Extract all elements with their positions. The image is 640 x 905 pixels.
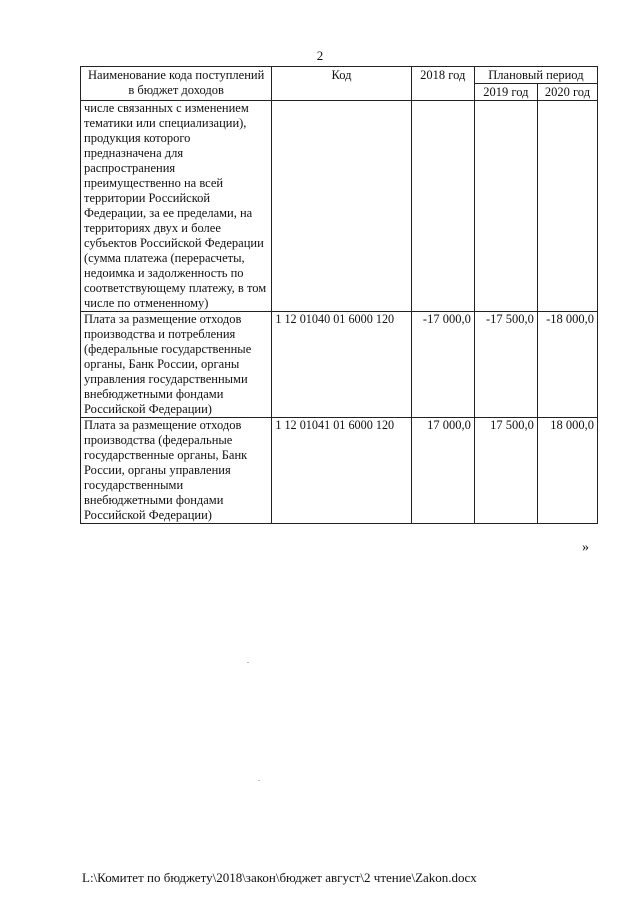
closing-quote-mark: » [582, 540, 589, 555]
row-code [272, 101, 411, 312]
scan-speck [258, 780, 260, 781]
row-value-2019: 17 500,0 [474, 418, 537, 524]
row-name: числе связанных с изменением тематики или специализации), продукция которого предназначена для распространения преимущественно на всей территории Российской Федерации, за ее пределами, на территориях двух и более субъектов Российской Федерации (сумма платежа (перерасчеты, недоимка и задолженность по соответствующему платежу, в том числе по отмененному) [81, 101, 272, 312]
row-value-2020: 18 000,0 [537, 418, 597, 524]
row-value-2018: -17 000,0 [411, 312, 474, 418]
header-year-2018: 2018 год [411, 67, 474, 101]
row-value-2018: 17 000,0 [411, 418, 474, 524]
row-value-2018 [411, 101, 474, 312]
row-value-2020 [537, 101, 597, 312]
header-planning-period: Плановый период [474, 67, 597, 84]
row-name: Плата за размещение отходов производства (федеральные государственные органы, Банк России, органы управления государственными внебюджетными фондами Российской Федерации) [81, 418, 272, 524]
revenue-table [80, 66, 598, 524]
header-code: Код [272, 67, 411, 101]
table-header-row [81, 67, 598, 84]
row-value-2019 [474, 101, 537, 312]
table-row [81, 312, 598, 418]
row-code: 1 12 01040 01 6000 120 [272, 312, 411, 418]
footer-file-path: L:\Комитет по бюджету\2018\закон\бюджет август\2 чтение\Zakon.docx [82, 870, 477, 885]
header-year-2019: 2019 год [474, 84, 537, 101]
row-name: Плата за размещение отходов производства и потребления (федеральные государственные органы, Банк России, органы управления государственными внебюджетными фондами Российской Федерации) [81, 312, 272, 418]
page-number: 2 [316, 48, 324, 63]
table-row [81, 418, 598, 524]
table-row [81, 101, 598, 312]
row-code: 1 12 01041 01 6000 120 [272, 418, 411, 524]
row-value-2020: -18 000,0 [537, 312, 597, 418]
header-year-2020: 2020 год [537, 84, 597, 101]
scan-speck [247, 662, 249, 663]
row-value-2019: -17 500,0 [474, 312, 537, 418]
header-name: Наименование кода поступлений в бюджет доходов [81, 67, 272, 101]
